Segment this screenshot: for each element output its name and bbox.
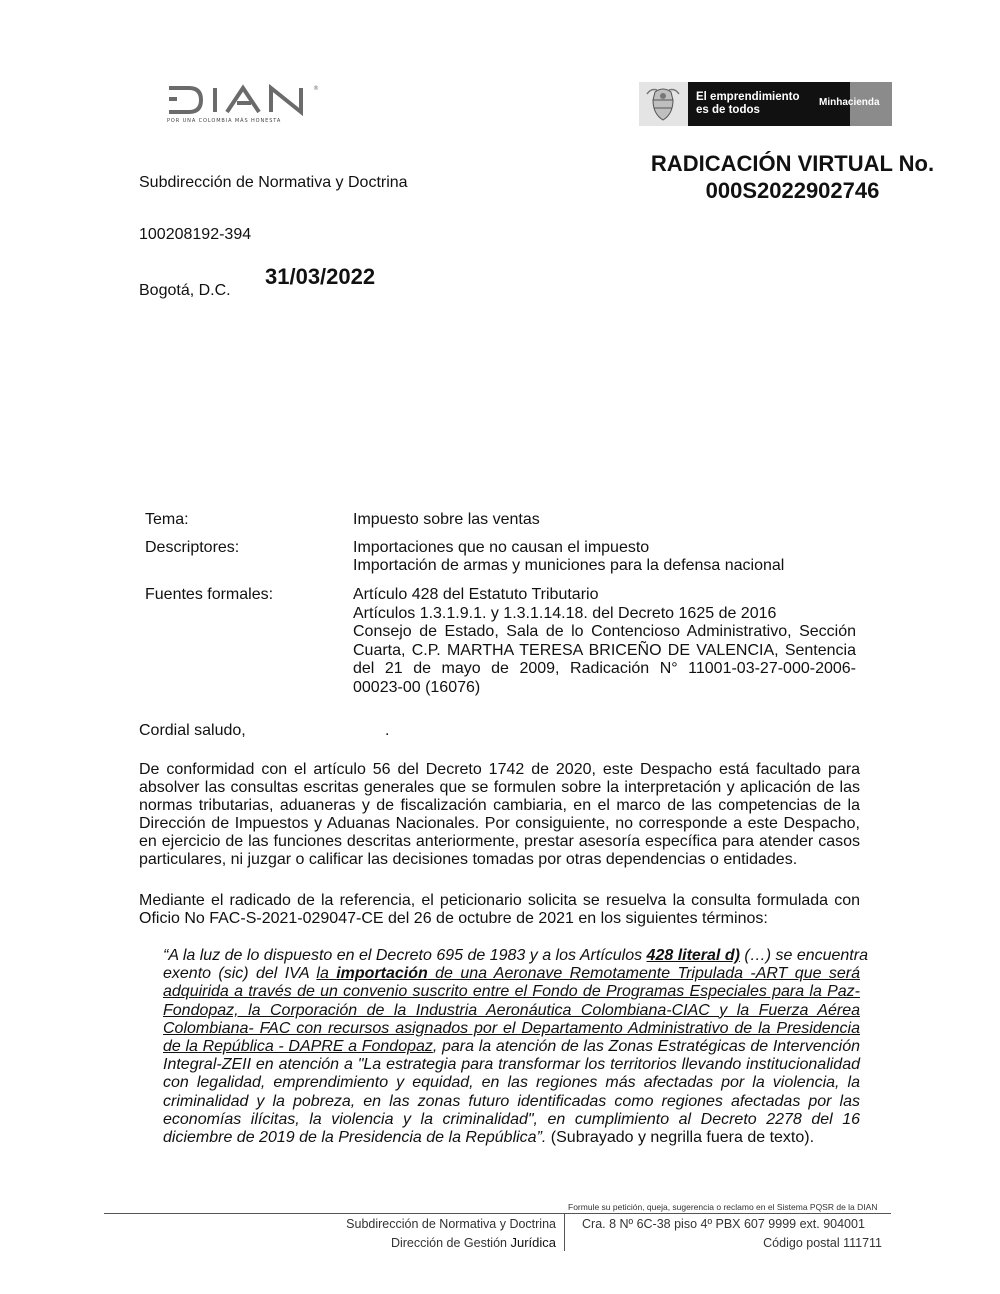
paragraph-line: Mediante el radicado de la referencia, el peticionario solicita se resuelva la consulta formulada con <box>139 892 860 909</box>
greeting: Cordial saludo, <box>139 722 246 739</box>
fuente-item: Artículo 428 del Estatuto Tributario <box>353 586 599 603</box>
quote-line: de la República - DAPRE a Fondopaz, para la atención de las Zonas Estratégicas de Intervención <box>163 1038 861 1056</box>
greeting-dot: . <box>385 722 390 739</box>
government-slogan-line1: El emprendimiento <box>696 91 800 103</box>
quote-line: “A la luz de lo dispuesto en el Decreto 695 de 1983 y a los Artículos 428 literal d) (…) se encuentra <box>163 947 868 964</box>
fuentes-label: Fuentes formales: <box>145 586 274 603</box>
paragraph-line: normas tributarias, aduaneras y de fiscalización cambiaria, en el marco de las competencias de la <box>139 797 860 814</box>
quote-line: Integral-ZEII en atención a "La estrategia para transformar los territorios llevando institucionalidad <box>163 1056 860 1074</box>
quoted-consultation <box>163 947 868 1147</box>
paragraph-line: particulares, ni juzgar o calificar las decisiones tomadas por otras dependencias o entidades. <box>139 851 798 868</box>
quote-line: economías ilícitas, la violencia y la criminalidad", en cumplimiento al Decreto 2278 del 16 <box>163 1110 860 1128</box>
radicacion-number: 000S2022902746 <box>705 178 880 203</box>
government-logo <box>639 82 892 126</box>
radicacion-title: RADICACIÓN VIRTUAL No. <box>650 151 935 176</box>
fuente-item: del 21 de mayo de 2009, Radicación N° 11001-03-27-000-2006- <box>353 660 856 678</box>
reference-number: 100208192-394 <box>139 226 252 243</box>
quote-line: criminalidad y la pobreza, en las zonas futuro identificadas como regiones afectadas por las <box>163 1092 860 1110</box>
tema-value: Impuesto sobre las ventas <box>353 511 540 528</box>
descriptor-item: Importación de armas y municiones para la defensa nacional <box>353 557 785 574</box>
paragraph-line: en ejercicio de las funciones descritas anteriormente, prestar asesoría específica para atender casos <box>139 833 860 850</box>
quote-line: Colombiana- FAC con recursos asignados por el Departamento Administrativo de la Presidencia <box>163 1019 860 1037</box>
tema-label: Tema: <box>145 511 189 528</box>
paragraph-request <box>139 892 860 928</box>
footer-department: Subdirección de Normativa y Doctrina <box>346 1217 556 1231</box>
dian-tagline: POR UNA COLOMBIA MÁS HONESTA <box>167 118 282 124</box>
paragraph-line: absolver las consultas escritas generales que se formulen sobre la interpretación y aplicación de las <box>139 779 860 796</box>
fuentes-values <box>353 586 856 698</box>
descriptores-label: Descriptores: <box>145 539 240 556</box>
fuente-item: Cuarta, C.P. MARTHA TERESA BRICEÑO DE VALENCIA, Sentencia <box>353 641 856 659</box>
quote-line: exento (sic) del IVA la importación de una Aeronave Remotamente Tripulada -ART que será <box>163 965 860 983</box>
fuente-item: 00023-00 (16076) <box>353 678 481 696</box>
footer-direction: Dirección de Gestión Jurídica <box>390 1235 556 1250</box>
paragraph-line: Dirección de Impuestos y Aduanas Nacionales. Por consiguiente, no corresponde a este Despacho, <box>139 815 860 832</box>
quote-line: con legalidad, emprendimiento y equidad, en las regiones más afectadas por la violencia, la <box>163 1074 860 1092</box>
quote-line: adquirida a través de un convenio suscrito entre el Fondo de Programas Especiales para la Paz- <box>163 983 860 1001</box>
sender-office: Subdirección de Normativa y Doctrina <box>139 174 408 191</box>
footer-pqsr-note: Formule su petición, queja, sugerencia o reclamo en el Sistema PQSR de la DIAN <box>568 1202 878 1212</box>
letter-city: Bogotá, D.C. <box>139 282 231 299</box>
quote-emphasis: 428 literal d) <box>646 947 740 964</box>
footer-postal-code: Código postal 111711 <box>763 1236 882 1250</box>
dian-wordmark-icon <box>165 82 325 116</box>
footer-vertical-divider <box>564 1214 565 1251</box>
fuente-item: Artículos 1.3.1.9.1. y 1.3.1.14.18. del Decreto 1625 de 2016 <box>353 604 777 622</box>
footer-address: Cra. 8 Nº 6C-38 piso 4º PBX 607 9999 ext. 904001 <box>582 1217 865 1231</box>
quote-emphasis: importación <box>336 965 428 983</box>
footer-divider-line <box>104 1213 891 1214</box>
svg-text:®: ® <box>313 85 319 92</box>
quote-note: (Subrayado y negrilla fuera de texto). <box>546 1129 815 1147</box>
ministry-name: Minhacienda <box>819 97 880 108</box>
letter-date: 31/03/2022 <box>265 264 376 289</box>
coat-of-arms-icon <box>643 84 683 124</box>
fuente-item: Consejo de Estado, Sala de lo Contencioso Administrativo, Sección <box>353 623 856 641</box>
paragraph-competence <box>139 761 860 869</box>
paragraph-line: Oficio No FAC-S-2021-029047-CE del 26 de octubre de 2021 en los siguientes términos: <box>139 910 768 927</box>
quote-line: diciembre de 2019 de la Presidencia de la República”. (Subrayado y negrilla fuera de texto). <box>163 1129 815 1147</box>
descriptores-values <box>353 539 856 575</box>
paragraph-line: De conformidad con el artículo 56 del Decreto 1742 de 2020, este Despacho está facultado para <box>139 761 860 778</box>
government-slogan-line2: es de todos <box>696 104 760 116</box>
quote-line: Fondopaz, la Corporación de la Industria Aeronáutica Colombiana-CIAC y la Fuerza Aérea <box>163 1001 860 1019</box>
descriptor-item: Importaciones que no causan el impuesto <box>353 539 650 556</box>
dian-logo <box>165 82 325 128</box>
